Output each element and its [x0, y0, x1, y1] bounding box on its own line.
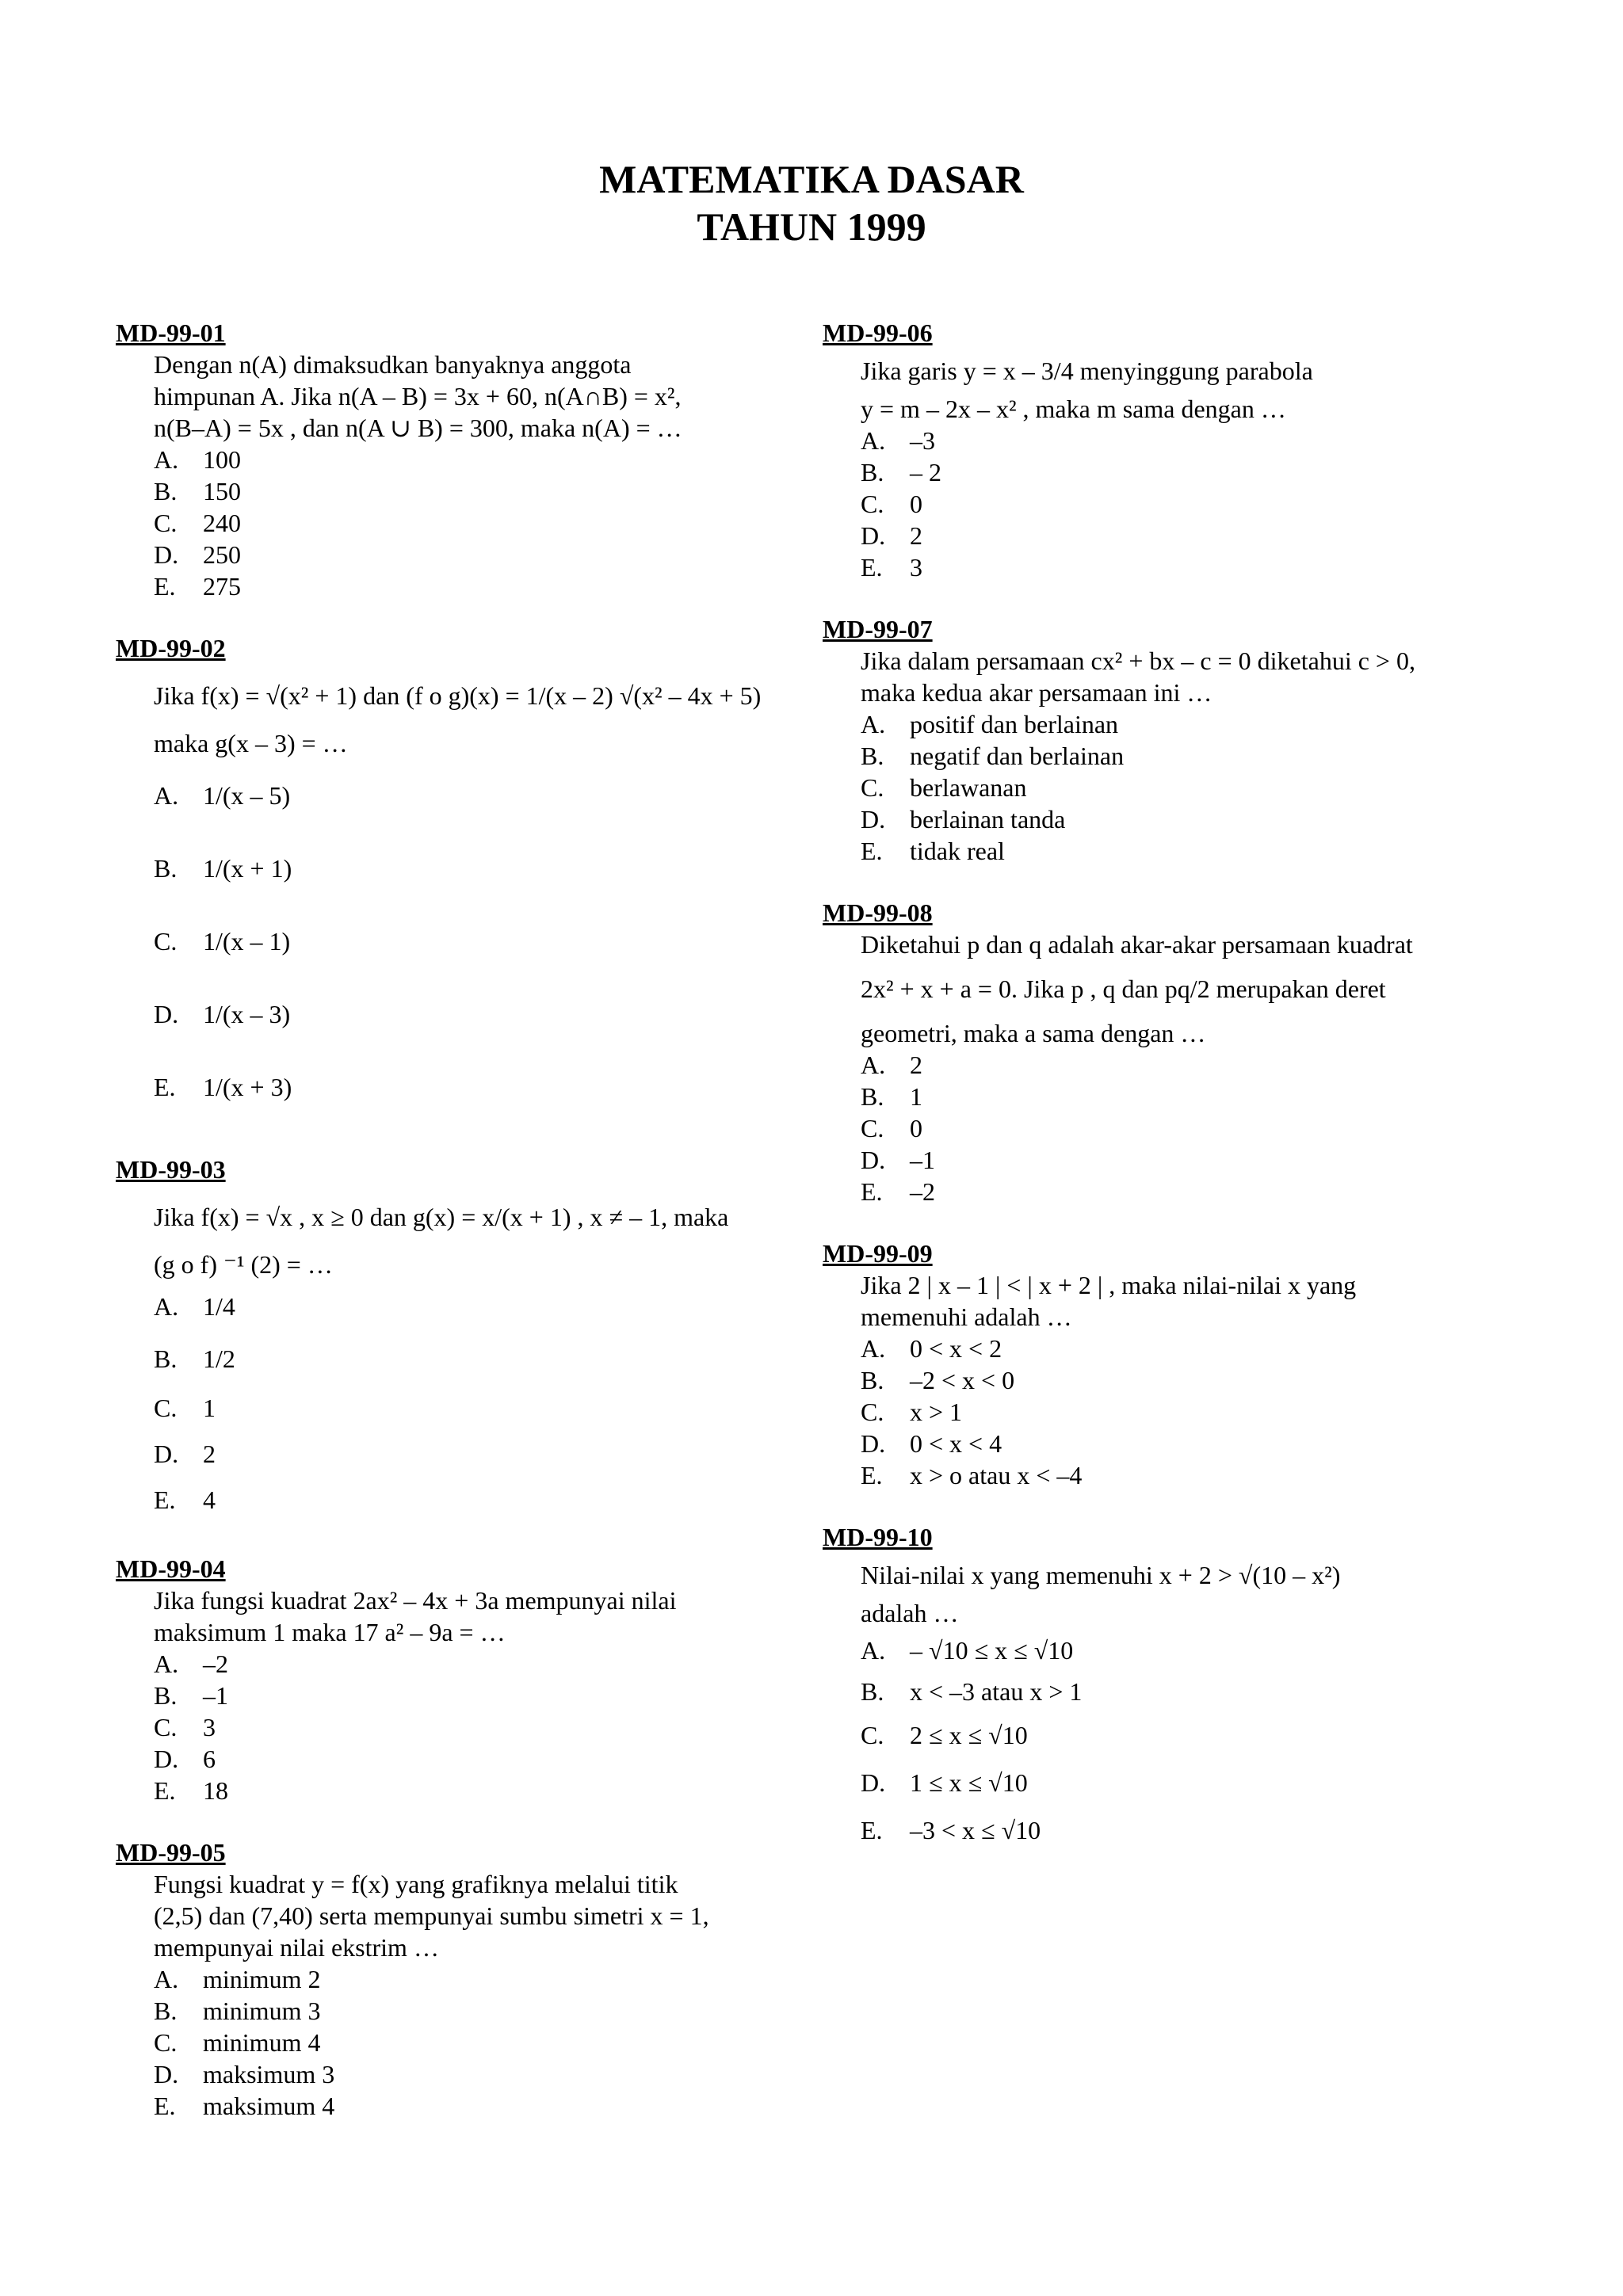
question-code: MD-99-02 [116, 634, 226, 662]
answer-option-c: C. 1 [154, 1394, 216, 1422]
question-text-line: Jika 2 | x – 1 | < | x + 2 | , maka nilai-nilai x yang [861, 1271, 1357, 1299]
answer-option-b: B. 1 [861, 1082, 922, 1111]
question-text-line: Fungsi kuadrat y = f(x) yang grafiknya melalui titik [154, 1870, 678, 1898]
question-text-line: maka g(x – 3) = … [154, 729, 348, 757]
question-code: MD-99-09 [823, 1239, 933, 1268]
question-text-line: Jika f(x) = √(x² + 1) dan (f o g)(x) = 1/(x – 2) √(x² – 4x + 5) [154, 681, 762, 710]
question-md-99-04 [116, 1553, 813, 1806]
question-text-line: (g o f) ⁻¹ (2) = … [154, 1250, 333, 1279]
answer-option-c: C. 2 ≤ x ≤ √10 [861, 1721, 1028, 1749]
question-text-line: himpunan A. Jika n(A – B) = 3x + 60, n(A∩B) = x², [154, 382, 682, 410]
answer-option-e: E. maksimum 4 [154, 2092, 335, 2120]
question-text-line: Diketahui p dan q adalah akar-akar persamaan kuadrat [861, 930, 1413, 959]
question-code: MD-99-06 [823, 318, 933, 347]
answer-option-e: E. –2 [861, 1177, 935, 1206]
answer-option-a: A. 0 < x < 2 [861, 1334, 1002, 1363]
answer-option-d: D. maksimum 3 [154, 2060, 335, 2088]
answer-option-e: E. 275 [154, 572, 241, 601]
question-text-line: Dengan n(A) dimaksudkan banyaknya anggota [154, 350, 632, 379]
question-md-99-01 [116, 317, 813, 602]
answer-option-e: E. tidak real [861, 837, 1005, 865]
answer-option-e: E. 18 [154, 1776, 228, 1805]
answer-option-a: A. – √10 ≤ x ≤ √10 [861, 1636, 1074, 1665]
title-line-1: MATEMATIKA DASAR [599, 157, 1024, 201]
question-code: MD-99-01 [116, 318, 226, 347]
answer-option-b: B. – 2 [861, 458, 941, 486]
answer-option-b: B. 150 [154, 477, 241, 505]
question-text-line: adalah … [861, 1599, 959, 1627]
answer-option-c: C. berlawanan [861, 773, 1027, 802]
answer-option-d: D. –1 [861, 1146, 935, 1174]
answer-option-e: E. 4 [154, 1486, 216, 1514]
question-md-99-06 [823, 317, 1520, 583]
question-md-99-09 [823, 1238, 1520, 1491]
answer-option-b: B. –2 < x < 0 [861, 1366, 1015, 1394]
answer-option-a: A. positif dan berlainan [861, 710, 1119, 738]
answer-option-d: D. 0 < x < 4 [861, 1429, 1002, 1458]
answer-option-b: B. –1 [154, 1681, 228, 1710]
question-text-line: n(B–A) = 5x , dan n(A ∪ B) = 300, maka n(A) = … [154, 414, 682, 442]
answer-option-c: C. minimum 4 [154, 2028, 321, 2057]
question-code: MD-99-04 [116, 1554, 226, 1583]
question-text-line: Jika f(x) = √x , x ≥ 0 dan g(x) = x/(x + 1) , x ≠ – 1, maka [154, 1203, 729, 1231]
answer-option-d: D. 1/(x – 3) [154, 1000, 291, 1028]
answer-option-a: A. –3 [861, 426, 935, 455]
question-text-line: Jika garis y = x – 3/4 menyinggung parabola [861, 357, 1313, 385]
page-title [0, 155, 1623, 250]
question-md-99-03 [116, 1154, 813, 1523]
question-text-line: memenuhi adalah … [861, 1302, 1072, 1331]
answer-option-d: D. 250 [154, 540, 241, 569]
answer-option-d: D. 2 [154, 1440, 216, 1468]
answer-option-c: C. 0 [861, 1114, 922, 1142]
answer-option-a: A. 2 [861, 1051, 922, 1079]
answer-option-a: A. –2 [154, 1650, 228, 1678]
question-text-line: maka kedua akar persamaan ini … [861, 678, 1212, 707]
right-column [823, 317, 1520, 1884]
question-text-line: Nilai-nilai x yang memenuhi x + 2 > √(10 – x²) [861, 1561, 1341, 1589]
answer-option-b: B. negatif dan berlainan [861, 742, 1125, 770]
question-code: MD-99-05 [116, 1838, 226, 1867]
answer-option-c: C. 0 [861, 490, 922, 518]
answer-option-c: C. 240 [154, 509, 241, 537]
answer-option-d: D. berlainan tanda [861, 805, 1066, 833]
question-md-99-05 [116, 1836, 813, 2122]
question-md-99-10 [823, 1521, 1520, 1854]
question-text-line: mempunyai nilai ekstrim … [154, 1933, 439, 1962]
question-md-99-07 [823, 613, 1520, 867]
question-text-line: 2x² + x + a = 0. Jika p , q dan pq/2 merupakan deret [861, 974, 1386, 1003]
answer-option-a: A. 1/4 [154, 1292, 235, 1321]
answer-option-c: C. 3 [154, 1713, 216, 1741]
answer-option-d: D. 2 [861, 521, 922, 550]
question-text-line: y = m – 2x – x² , maka m sama dengan … [861, 395, 1286, 423]
question-md-99-08 [823, 897, 1520, 1207]
answer-option-b: B. 1/(x + 1) [154, 854, 292, 883]
answer-option-e: E. –3 < x ≤ √10 [861, 1816, 1041, 1844]
answer-option-a: A. 1/(x – 5) [154, 781, 291, 810]
title-line-2: TAHUN 1999 [697, 204, 926, 249]
question-text-line: Jika fungsi kuadrat 2ax² – 4x + 3a mempunyai nilai [154, 1586, 677, 1615]
answer-option-b: B. minimum 3 [154, 1997, 321, 2025]
question-text-line: maksimum 1 maka 17 a² – 9a = … [154, 1618, 506, 1646]
question-text-line: geometri, maka a sama dengan … [861, 1019, 1206, 1047]
question-text-line: (2,5) dan (7,40) serta mempunyai sumbu simetri x = 1, [154, 1901, 709, 1930]
left-column [116, 317, 813, 2152]
answer-option-d: D. 1 ≤ x ≤ √10 [861, 1768, 1028, 1797]
question-text-line: Jika dalam persamaan cx² + bx – c = 0 diketahui c > 0, [861, 646, 1415, 675]
answer-option-d: D. 6 [154, 1745, 216, 1773]
question-code: MD-99-03 [116, 1155, 226, 1184]
question-code: MD-99-10 [823, 1523, 933, 1551]
question-code: MD-99-08 [823, 898, 933, 927]
answer-option-b: B. 1/2 [154, 1344, 235, 1373]
answer-option-e: E. x > o atau x < –4 [861, 1461, 1083, 1489]
answer-option-e: E. 1/(x + 3) [154, 1073, 292, 1101]
answer-option-c: C. 1/(x – 1) [154, 927, 291, 955]
question-md-99-02 [116, 632, 813, 1123]
answer-option-a: A. minimum 2 [154, 1965, 321, 1993]
answer-option-a: A. 100 [154, 445, 241, 474]
question-code: MD-99-07 [823, 615, 933, 643]
answer-option-b: B. x < –3 atau x > 1 [861, 1677, 1083, 1706]
answer-option-c: C. x > 1 [861, 1398, 963, 1426]
answer-option-e: E. 3 [861, 553, 922, 582]
